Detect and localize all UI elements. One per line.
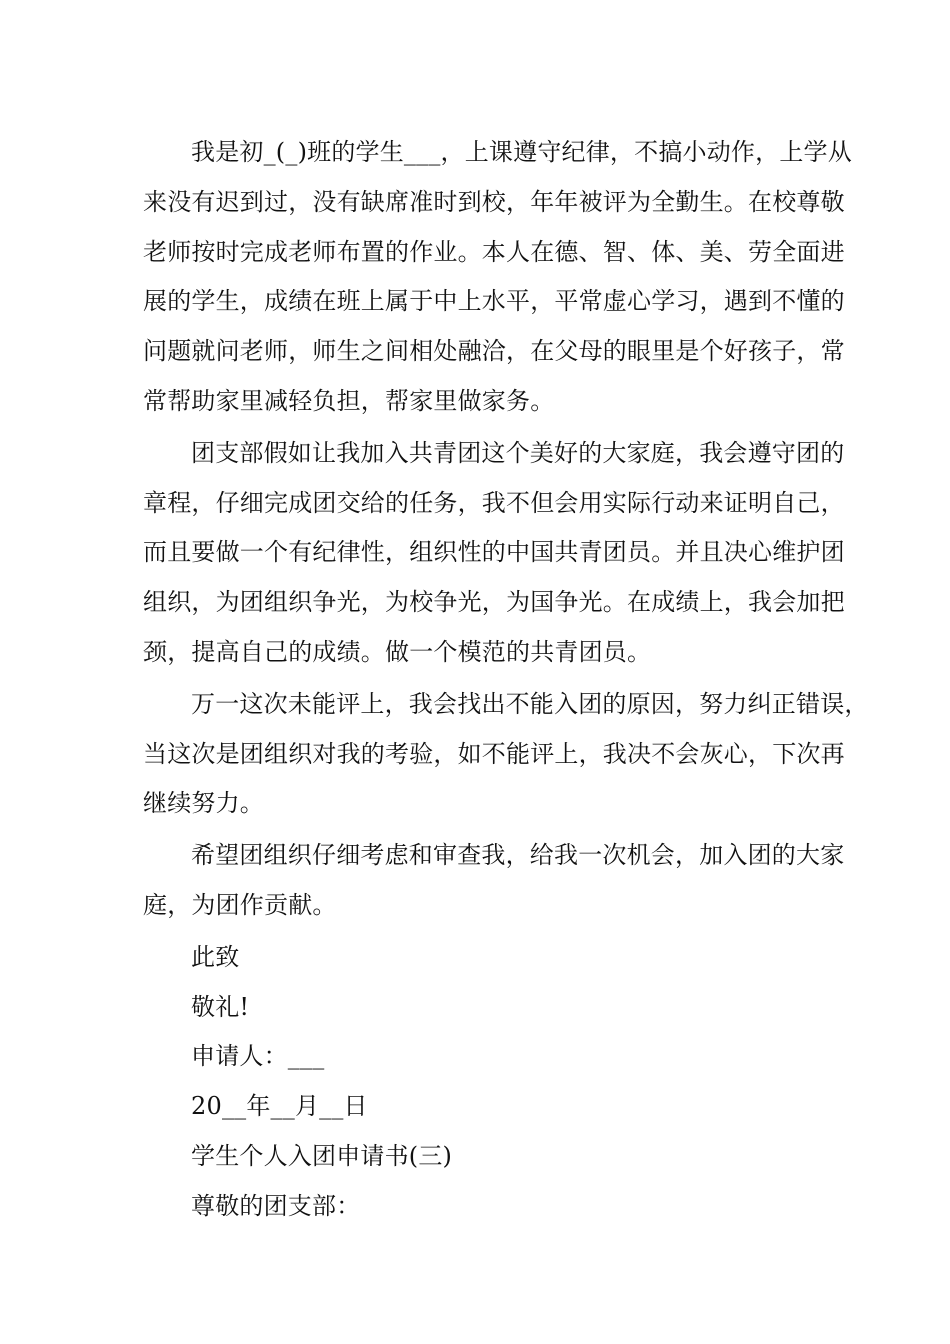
text-line: 问题就问老师，师生之间相处融洽，在父母的眼里是个好孩子，常 [143, 337, 845, 366]
section-title: 学生个人入团申请书(三) [191, 1141, 453, 1170]
text-line: 展的学生，成绩在班上属于中上水平，平常虚心学习，遇到不懂的 [143, 287, 845, 316]
paragraph-self-introduction [143, 128, 852, 427]
text-line: 老师按时完成老师布置的作业。本人在德、智、体、美、劳全面进 [143, 237, 845, 266]
letter-greeting: 尊敬的团支部： [191, 1191, 361, 1220]
text-line: 常帮助家里减轻负担，帮家里做家务。 [143, 386, 555, 415]
text-line: 我是初_(_)班的学生___，上课遵守纪律，不搞小动作，上学从 [191, 138, 852, 166]
applicant-signature-line: 申请人：___ [191, 1042, 325, 1071]
closing-salutation: 此致 [191, 942, 240, 971]
paragraph-hope [143, 831, 843, 931]
date-line: 20__年__月__日 [191, 1092, 368, 1121]
text-line: 组织，为团组织争光，为校争光，为国争光。在成绩上，我会加把 [143, 588, 845, 617]
closing-regards: 敬礼! [191, 992, 250, 1021]
text-line: 万一这次未能评上，我会找出不能入团的原因，努力纠正错误， [191, 689, 869, 718]
paragraph-commitment [143, 429, 843, 678]
text-line: 当这次是团组织对我的考验，如不能评上，我决不会灰心，下次再 [143, 739, 845, 768]
application-letter-body [143, 128, 869, 1232]
text-line: 庭，为团作贡献。 [143, 890, 337, 919]
paragraph-if-not-selected [143, 680, 869, 829]
text-line: 来没有迟到过，没有缺席准时到校，年年被评为全勤生。在校尊敬 [143, 187, 845, 216]
text-line: 颈，提高自己的成绩。做一个模范的共青团员。 [143, 637, 652, 666]
text-line: 希望团组织仔细考虑和审查我，给我一次机会，加入团的大家 [191, 841, 845, 870]
text-line: 章程，仔细完成团交给的任务，我不但会用实际行动来证明自己， [143, 488, 845, 517]
text-line: 继续努力。 [143, 789, 264, 818]
text-line: 而且要做一个有纪律性，组织性的中国共青团员。并且决心维护团 [143, 538, 845, 567]
text-line: 团支部假如让我加入共青团这个美好的大家庭，我会遵守团的 [191, 438, 845, 467]
